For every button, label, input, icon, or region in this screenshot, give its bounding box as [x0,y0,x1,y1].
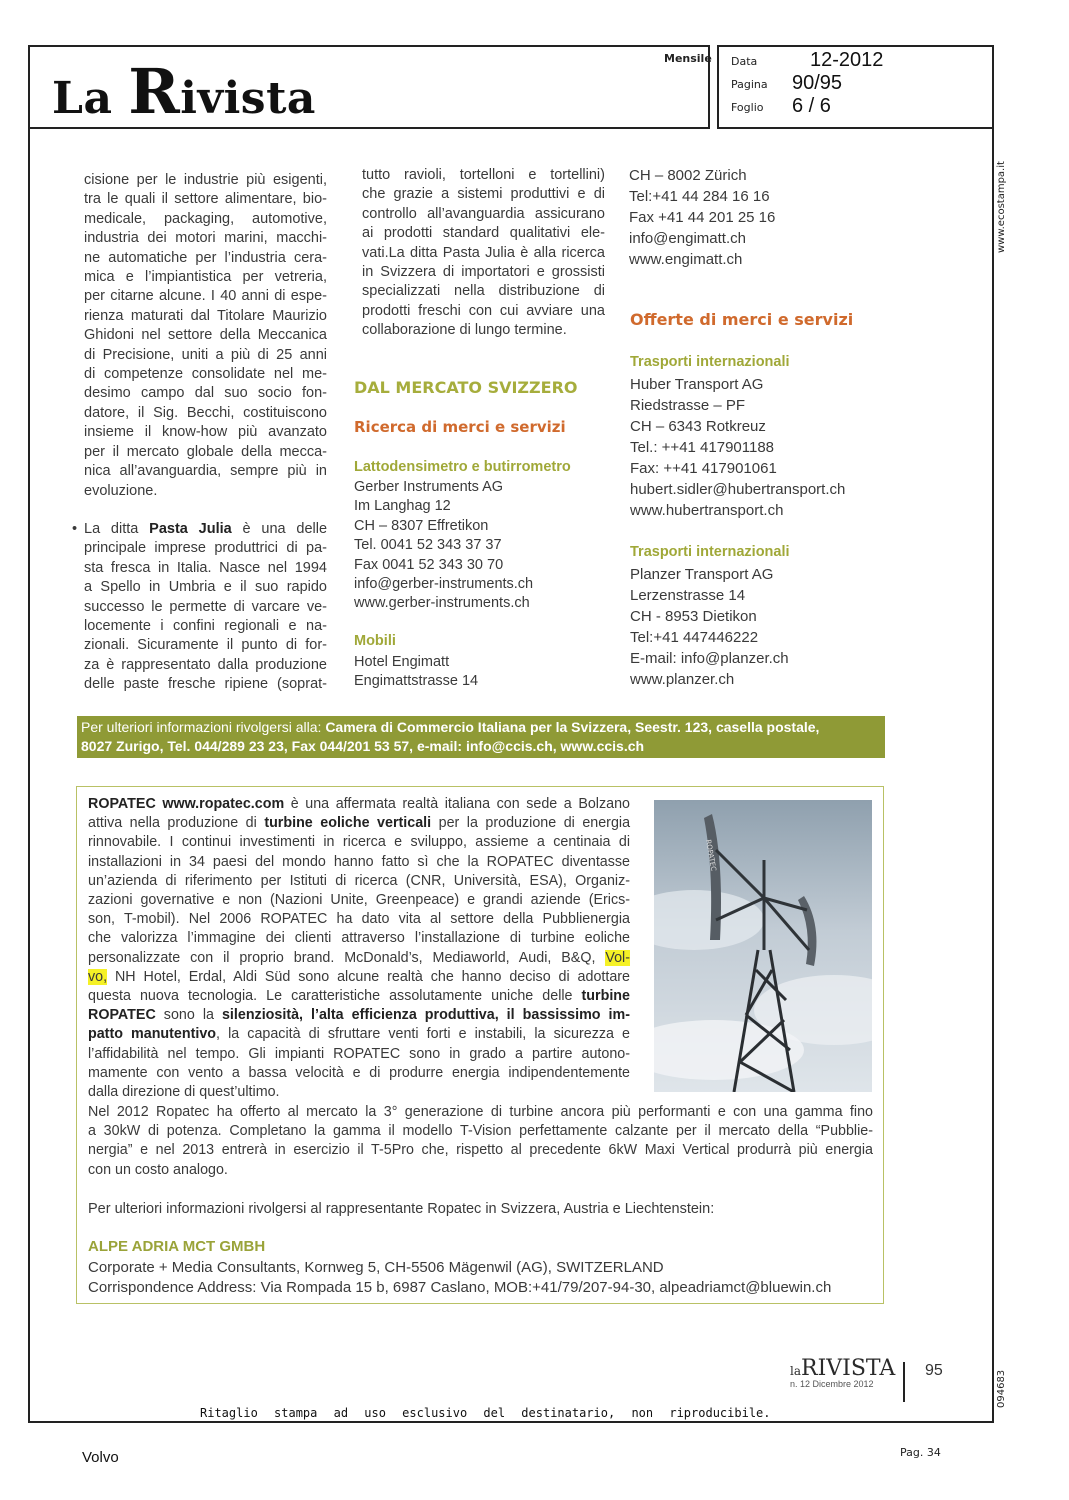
subsection-title: Offerte di merci e servizi [630,310,854,329]
banner-lead: Per ulteriori informazioni rivolgersi alla: [81,719,322,735]
p2-first-line: La ditta Pasta Julia è una delle [84,520,328,537]
text-line: Engimattstrasse 14 [354,673,479,690]
text-line: insieme il know-how più avanzato [84,424,327,441]
side-code-text: 094683 [996,1369,1007,1408]
text-line: Fax +41 44 201 25 16 [629,209,776,226]
text-line: controllo all’avanguardia assicurano [362,205,605,222]
text-line: datore, il Sig. Becchi, costituiscono [84,404,327,421]
text-line: desimo campo dal suo socio fon- [84,385,327,402]
text-line: Tel.: ++41 417901188 [630,439,775,456]
text-line: CH – 8307 Effretikon [354,517,489,534]
sheet-label: Foglio [731,101,764,114]
text-line: sta fresca in Italia. Nasce nel 1994 [84,559,327,576]
side-code [996,1368,1010,1408]
text-line: industria dei motori marini, macchi- [84,230,327,247]
footer-logo: laRIVISTA n. 12 Dicembre 2012 [790,1356,896,1389]
listing-planzer [630,564,890,690]
text-line: locemente i confini regionali e na- [84,617,327,634]
ropatec-info: Per ulteriori informazioni rivolgersi al rappresentante Ropatec in Svizzera, Austria e Liechtenstein: [88,1201,715,1217]
keyword-label: Volvo [82,1449,119,1466]
col1-paragraph [84,171,327,501]
text-line: successo le permette di varcare ve- [84,598,327,615]
listing-engimatt-cont [629,165,889,270]
text-line: in Svizzera di importatori e grossisti [362,264,605,281]
text-line: nica all’avanguardia, sempre più in [84,463,327,480]
text-line: tra le quali il settore alimentare, bio- [84,191,327,208]
subsection-title: Ricerca di merci e servizi [354,418,566,436]
wind-turbine-icon [654,800,872,1092]
text-line: Fax 0041 52 343 30 70 [354,556,504,573]
text-line: che grazie a sistemi produttivi e di [362,186,605,203]
category-heading: Trasporti internazionali [630,544,790,560]
text-line: za è rappresentato dalla produzione [84,656,327,673]
bullet: • [72,520,78,537]
category-heading: Lattodensimetro e butirrometro [354,459,571,475]
text-line: Lerzenstrasse 14 [630,587,746,604]
page-number: 95 [925,1362,943,1379]
column-2 [362,166,605,341]
text-line: medicale, packaging, automotive, [84,210,327,227]
photo-brand-text: ROPATEC [704,838,718,872]
ropatec-text-2: Nel 2012 Ropatec ha offerto al mercato la 3° generazione di turbine ancora più performanti e con una gamma fino a 30kW di potenza. Completano la gamma il modello T-Vision perfettamente calzante per il mercato della “Pubblie- nergia” e nel 2013 entrerà in esercizio il T-5Pro che, rispetto al precedente 6kW Maxi Vertical produrrà più energia con un costo analogo. [88,1104,873,1178]
masthead-logo: La Rivista [52,55,316,128]
ropatec-text: ROPATEC www.ropatec.com è una affermata realtà italiana con sede a Bolzano attiva nella produzione di turbine eoliche verticali per la produzione di energia rinnovabile. I continui investimenti in ricerca e sviluppo, assieme a centinaia di installazioni in 34 paesi del mondo hanno fatto sì che la ROPATEC diventasse un’azienda di riferimento per Istituti di ricerca (CNR, Università, ESA), Organiz- zazioni governative e non (Nazioni Unite, Greenpeace) e grandi aziende (Erics- son, T-mobil). Nel 2006 ROPATEC ha dato vita al settore della Pubblienergia che valorizza l’immagine dei clienti attraverso l’installazione di turbine eoliche personalizzate con il proprio brand. McDonald’s, Mediaworld, Audi, B&Q, Vol- vo, NH Hotel, Erdal, Aldi Süd sono alcune realtà che hanno deciso di adottare questa nuova tecnologia. Le caratteristiche assolutamente uniche delle turbine ROPATEC sono la silenziosità, l’alta efficienza produttiva, il bassissimo im- patto manutentivo, la capacità di sfruttare venti forti e instabili, la sicurezza e l’affidabilità nel tempo. Gli impianti ROPATEC sono in grado a partire autono- mamente con vento a bassa velocità e di produrre energia indipendentemente dalla direzione di quest’ultimo. [88,796,631,1101]
text-line: www.hubertransport.ch [630,502,784,519]
text-line: evoluzione. [84,482,158,499]
text-line: CH – 6343 Rotkreuz [630,418,766,435]
text-line: www.engimatt.ch [629,251,743,268]
text-line: Huber Transport AG [630,376,764,393]
text-line: Planzer Transport AG [630,566,774,583]
text-line: di competenze consolidate nel me- [84,366,327,383]
column-1 [72,171,328,695]
text-line: E-mail: info@planzer.ch [630,650,789,667]
banner-line2: 8027 Zurigo, Tel. 044/289 23 23, Fax 044/201 53 57, e-mail: info@ccis.ch, www.ccis.ch [81,738,645,754]
p2-lines [84,539,327,694]
text-line: principale imprese produttrici di pa- [84,540,327,557]
text-line: zionali. Sicuramente il punto di for- [84,637,327,654]
section-title: DAL MERCATO SVIZZERO [354,378,578,397]
text-line: Tel. 0041 52 343 37 37 [354,537,502,554]
text-line: rienza maturati dal Titolare Maurizio [84,307,327,324]
side-url-text: www.ecostampa.it [996,161,1007,253]
listing-huber [630,374,890,521]
text-line: vati.La ditta Pasta Julia è alla ricerca [362,244,605,261]
text-line: info@engimatt.ch [629,230,746,247]
text-line: per citarne alcune. I 40 anni di espe- [84,288,327,305]
text-line: www.gerber-instruments.ch [354,595,530,612]
text-line: Ghidoni nel settore della Meccanica [84,327,327,344]
text-line: per il mercato globale della mecca- [84,443,327,460]
banner-line1: Camera di Commercio Italiana per la Svizzera, Seestr. 123, casella postale, [325,719,820,735]
text-line: cisione per le industrie più esigenti, [84,172,327,188]
text-line: tutto ravioli, tortelloni e tortellini) [362,167,605,183]
text-line: Fax: ++41 417901061 [630,460,777,477]
text-line: Gerber Instruments AG [354,479,504,495]
sheet-value: 6 / 6 [792,95,831,117]
text-line: mica e l’impiantistica per vetreria, [84,269,327,286]
text-line: hubert.sidler@hubertransport.ch [630,481,846,498]
frequency-label: Mensile [664,52,712,65]
text-line: Hotel Engimatt [354,654,450,670]
text-line: Riedstrasse – PF [630,397,746,414]
date-label: Data [731,55,758,68]
text-line: specializzati nella distribuzione di [362,283,605,300]
ritaglio-notice: Ritaglio stampa ad uso esclusivo del destinatario, non riproducibile. [200,1406,771,1420]
footer-separator [903,1362,905,1402]
text-line: www.planzer.ch [630,671,735,688]
alpe-adria-title: ALPE ADRIA MCT GMBH [88,1238,266,1255]
category-heading: Trasporti internazionali [630,354,790,370]
page-label: Pagina [731,78,768,91]
text-line: delle paste fresche ripiene (soprat- [84,676,327,693]
text-line: CH - 8953 Dietikon [630,608,757,625]
category-heading: Mobili [354,633,396,649]
listing-engimatt [354,653,604,692]
info-banner [77,716,885,758]
text-line: Tel:+41 44 284 16 16 [629,188,770,205]
text-line: collaborazione di lungo termine. [362,322,567,339]
volvo-highlight: Vol- [605,949,630,966]
turbine-photo [654,800,872,1092]
col2-paragraph [362,166,605,341]
volvo-highlight: vo, [88,968,108,985]
page-value: 90/95 [792,72,843,94]
text-line: prodotti freschi con cui avviare una [362,302,605,319]
col1-paragraph-2 [72,520,328,695]
text-line: ai prodotti standard qualitativi ele- [362,225,605,242]
text-line: di Precisione, uniti a più di 25 anni [84,346,327,363]
text-line: ne automatiche per l’industria cera- [84,249,327,266]
text-line: a Spello in Umbria e il suo rapido [84,579,327,596]
text-line: Tel:+41 447446222 [630,629,759,646]
text-line: Im Langhag 12 [354,498,451,515]
text-line: CH – 8002 Zürich [629,167,747,184]
text-line: info@gerber-instruments.ch [354,576,534,593]
side-url [996,143,1010,253]
alpe-adria-address: Corporate + Media Consultants, Kornweg 5, CH-5506 Mägenwil (AG), SWITZERLAND Corrispondence Address: Via Rompada 15 b, 6987 Caslano, MOB:+41/79/207-94-30, alpeadriamct@bluewin.ch [88,1259,832,1296]
pag-label: Pag. 34 [900,1446,941,1459]
listing-gerber [354,478,604,614]
date-value: 12-2012 [810,49,884,71]
